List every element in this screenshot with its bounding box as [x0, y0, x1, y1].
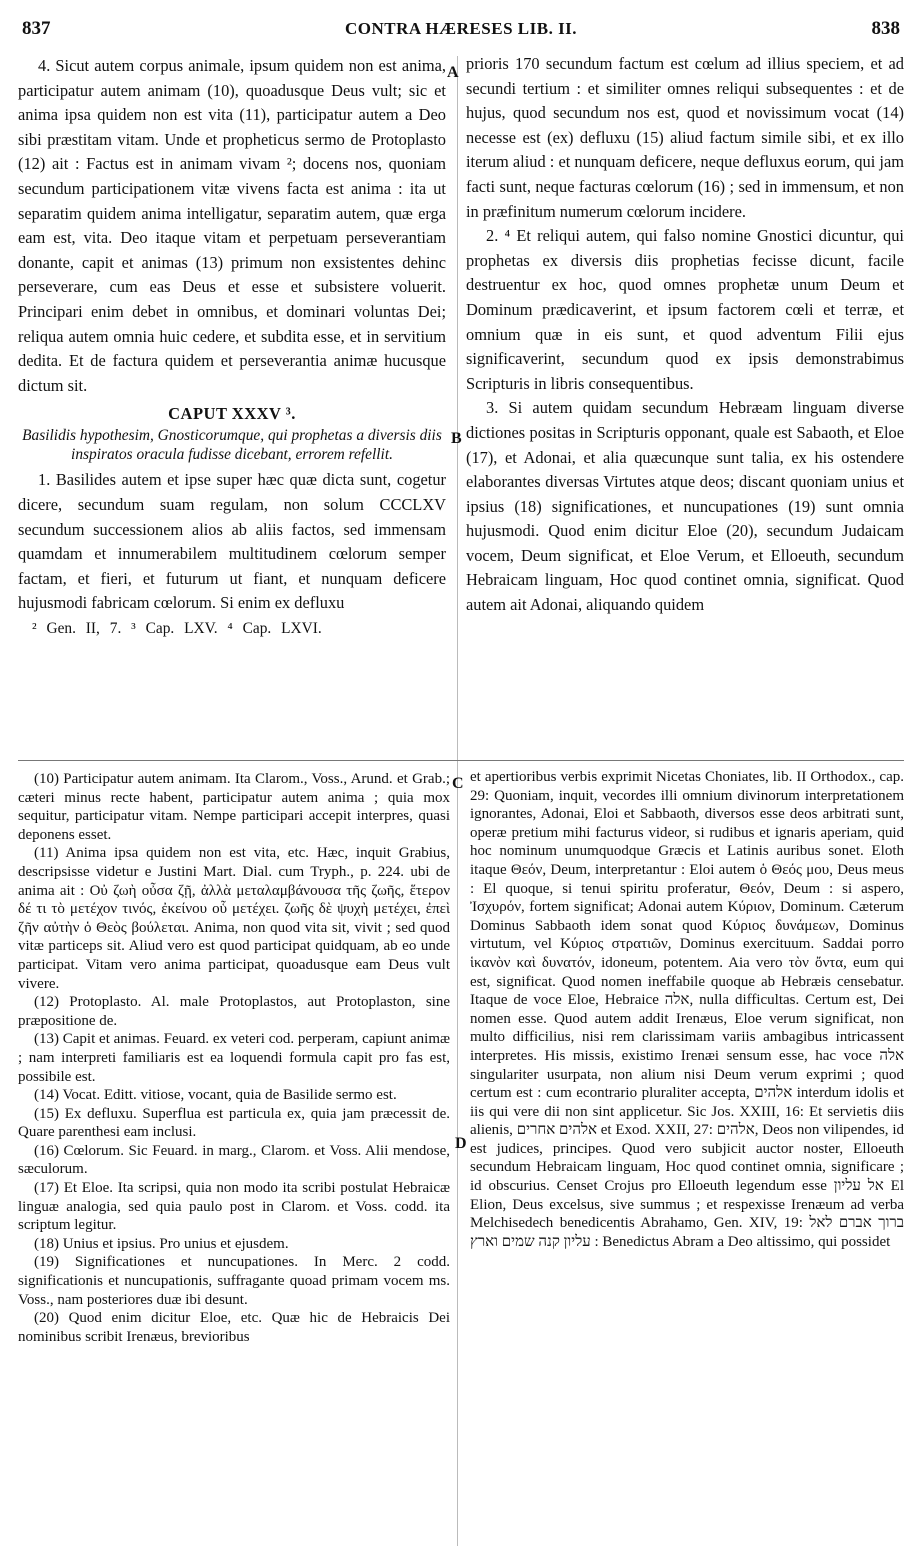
note: et apertioribus verbis exprimit Nicetas Choniates, lib. II Orthodox., cap. 29: Quoniam, inquit, vecordes illi omnium divinorum interpretationem ignorantes, Adonai, Eloi et Sabbaoth, diversos esse deos arbitrati sunt, operæ pretium mihi facturus videor, si rudibus et ignaris aperiam, quid hoc nominum unumquodque Græcis et Latinis auribus sonet. Eloth itaque Θεόν, Deum, interpretantur : Eloi autem ὁ Θεός μου, Deus meus : El quoque, si tenui spiritu proferatur, Θεόν, Deum : si aspero, Ἰσχυρόν, fortem significat; Adonai autem Κύριον, Dominum. Cæterum Dominus Sabbaoth idem sonat quod Κύριος δυνάμεων, Dominus virtutum, vel Κύριος στρατιῶν, Dominus exercituum. Saddai porro ἱκανὸν καὶ δυνατόν, idoneum, potentem. Aia vero τὸν ὄντα, eum qui est, significat. Quod nomen ineffabile quoque ab Hebræis censebatur. Itaque de voce Eloe, Hebraice אלה, nulla difficultas. Certum est, Dei nomen esse. Quod autem addit Irenæus, Eloe verum significat, non multo difficilius, nisi rem clarissimam variis ambagibus intricassent interpretes. His missis, existimo Irenæi sensum esse, hac voce אלה singulariter usurpata, non alium nisi Deum verum exprimi ; quod certum est : cum econtrario pluraliter accepta, אלהים interdum idolis et iis qui vere dii non sint applicetur. Sic Jos. XXIII, 16: Et servietis diis alienis, אלהים אחרים et Exod. XXII, 27: אלהים, Deos non vilipendes, id est judices, principes. Quod vero subjicit auctor noster, Elloeuth secundum Hebraicam linguam, Hoc quod continet omnia, significare ; id obscurius. Censet Crojus pro Elloeuth legendum esse אל עליון El Elion, Deus excelsus, sive summus ; et respexisse Irenæum ad verba Melchisedech benedicentis Abrahamo, Gen. XIV, 19: ברוך אברם לאל עליון קנה שמים וארץ : Benedictus Abram a Deo altissimo, qui possidet: [470, 769, 905, 1250]
note: (18) Unius et ipsius. Pro unius et ejusdem.: [34, 1235, 289, 1252]
body-paragraph: prioris 170 secundum factum est cœlum ad illius speciem, et ad secundi tertium : et similiter omnes reliqui subsequentes : et de hujus, quod secundum nos est, quod et novissimum vocat (14) necesse est (ex) defluxu (15) aliud factum simile sibi, et ex illo iterum aliud : et nunquam deficere, neque defluxus eorum, qui jam facti sunt, neque facturas cœlorum (16) ; sed in immensum, et non in præfinitum numerum cœlorum incidere.: [466, 54, 904, 221]
note: (20) Quod enim dicitur Eloe, etc. Quæ hic de Hebraicis Dei nominibus scribit Irenæus, brevioribus: [18, 1310, 450, 1345]
note: (13) Capit et animas. Feuard. ex veteri cod. perperam, capiunt animæ ; nam interpreti familiaris est ea loquendi formula capit pro fas est, possibile est.: [18, 1031, 450, 1085]
body-paragraph: 1. Basilides autem et ipse super hæc quæ dicta sunt, cogetur dicere, secundum suam regulam, non solum CCCLXV secundum successionem alios ab aliis factos, sed immensam quamdam et innumerabilem multitudinem cœlorum semper factam, et fieri, et futurum ut fiant, et nunquam deficere hujusmodi fabricam cœlorum. Si enim ex defluxu: [18, 470, 446, 613]
notes-column-left: [18, 770, 450, 1346]
body-column-left: [18, 54, 446, 640]
body-column-right: [466, 52, 904, 618]
note: (11) Anima ipsa quidem non est vita, etc. Hæc, inquit Grabius, descripsisse videtur e Justini Mart. Dial. cum Tryph., p. 224. ubi de anima ait : Οὐ ζωὴ οὖσα ζῇ, ἀλλὰ μεταλαμβάνουσα τῆς ζωῆς, ἕτερον δέ τι τὸ μετέχον τινός, ἐκείνου οὗ μετέχει. ζωῆς δὲ ψυχὴ μετέχει, ἐπεὶ ζῆν αὐτὴν ὁ Θεὸς βούλεται. Anima, non quod vita sit, vivit ; sed quod vitæ particeps sit. Aliud vero est quod participat quidquam, ab eo unde participat. Vitam vero anima participat, quoadusque eam Deus vult vivere.: [18, 845, 450, 992]
page-header: [22, 18, 900, 46]
column-marker-d: D: [455, 1135, 467, 1152]
notes-separator: [18, 760, 904, 761]
note: (10) Participatur autem animam. Ita Clarom., Voss., Arund. et Grab.; cæteri minus recte habent, participatur autem anima ; quia mox sequitur, participatur vitam. Nempe participari accepit interpres, quasi deponens esset.: [18, 771, 450, 843]
column-divider: [457, 56, 458, 1546]
note: (14) Vocat. Editt. vitiose, vocant, quia de Basilide sermo est.: [34, 1087, 397, 1104]
body-paragraph: 2. ⁴ Et reliqui autem, qui falso nomine Gnostici dicuntur, qui prophetas ex diversis diis prophetias fecisse dicunt, facile destruentur ex hoc, quod omnes prophetæ unum Deum et Dominum prædicaverint, et ipsum factorem cœli et terræ, et omnium quæ in eis sunt, et quod adventum Filii ejus significaverint, secundum quod ex ipsis demonstrabimus Scripturis in libris consequentibus.: [466, 226, 904, 393]
chapter-summary: Basilidis hypothesim, Gnosticorumque, qui prophetas a diversis diis inspiratos oracula fudisse dicebant, errorem refellit.: [22, 427, 442, 464]
page-number-right: 838: [871, 18, 900, 39]
body-paragraph: 3. Si autem quidam secundum Hebræam linguam diverse dictiones positas in Scripturis opponant, quale est Sabaoth, et Eloe (17), et Adonai, et alia quæcunque sunt talia, ex his ostendere elaborantes diversas Virtutes atque deos; discant quoniam unius et ipsius (18) significationes, et nuncupationes (19) sunt omnia hujusmodi. Quod enim dicitur Eloe (20), secundum Judaicam vocem, Deum significat, et Eloe Verum, et Elloeuth, secundum Hebraicam linguam, Hoc quod continet omnia, significat. Quod autem ait Adonai, aliquando quidem: [466, 398, 904, 615]
body-paragraph: 4. Sicut autem corpus animale, ipsum quidem non est anima, participatur autem animam (10), quoadusque Deus vult; sic et anima ipsa quidem non est vita (11), participatur autem a Deo sibi præstitam vitam. Unde et propheticus sermo de Protoplasto (12) ait : Factus est in animam vivam ²; docens nos, quoniam secundum participationem vitæ vivens facta est anima : ita ut separatim quidem anima intelligatur, separatim autem, quæ erga eam est, vita. Deo itaque vitam et perpetuam perseverantiam donante, capit et animas (13) primum non exsistentes dehinc perseverare, cum eas Deus et esse et subsistere voluerit. Principari enim debet in omnibus, et dominari voluntas Dei; reliqua autem omnia huic cedere, et subdita esse, et in servitium dedita. Et de factura quidem et perseverantia animæ hucusque dictum sit.: [18, 56, 446, 395]
note: (15) Ex defluxu. Superflua est particula ex, quia jam præcessit de. Quare parenthesi eam inclusi.: [18, 1105, 450, 1141]
notes-column-right: [470, 768, 904, 1251]
page-number-left: 837: [22, 18, 51, 39]
column-marker-c: C: [452, 775, 464, 792]
column-marker-b: B: [451, 430, 462, 447]
running-title: CONTRA HÆRESES LIB. II.: [344, 19, 578, 38]
chapter-title: CAPUT XXXV ³.: [168, 404, 296, 424]
note: (19) Significationes et nuncupationes. In Merc. 2 codd. significationis et nuncupationis, suffragante quoad primam vocem ms. Voss., nam posteriores duæ ibi desunt.: [18, 1254, 450, 1308]
footnote-references: ² Gen. II, 7. ³ Cap. LXV. ⁴ Cap. LXVI.: [32, 619, 322, 637]
note: (12) Protoplasto. Al. male Protoplastos, aut Protoplaston, sine præpositione de.: [18, 994, 450, 1029]
column-marker-a: A: [447, 64, 459, 81]
note: (16) Cœlorum. Sic Feuard. in marg., Clarom. et Voss. Alii mendose, sæculorum.: [18, 1142, 450, 1178]
note: (17) Et Eloe. Ita scripsi, quia non modo ita scribi postulat Hebraicæ linguæ analogia, sed quia paulo post in Clarom. et Voss. codd. ita scriptum legitur.: [18, 1180, 450, 1234]
